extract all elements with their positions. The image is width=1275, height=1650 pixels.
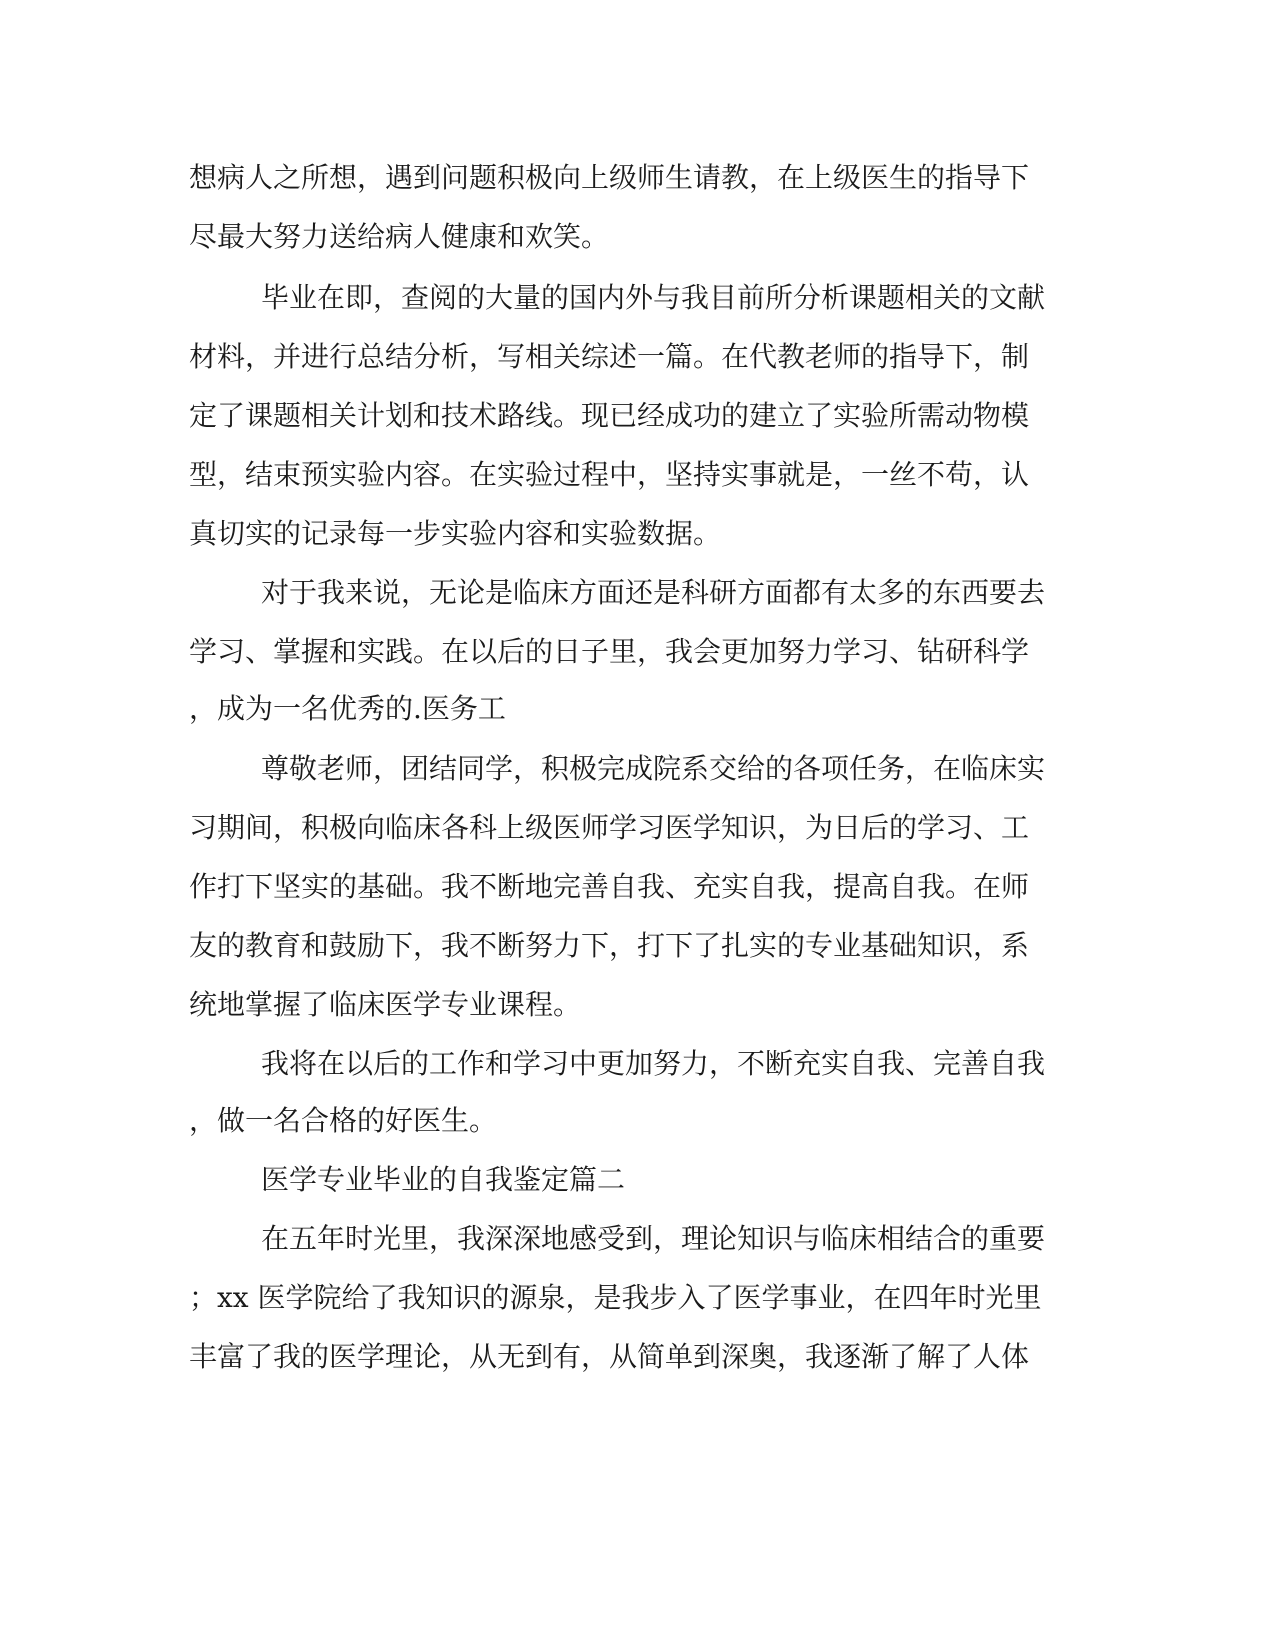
- paragraph-first-line: 对于我来说，无论是临床方面还是科研方面都有太多的东西要去: [261, 576, 1046, 609]
- text-line: 习期间，积极向临床各科上级医师学习医学知识，为日后的学习、工: [189, 811, 1030, 844]
- text-line: 作打下坚实的基础。我不断地完善自我、充实自我，提高自我。在师: [189, 870, 1030, 903]
- paragraph-first-line: 我将在以后的工作和学习中更加努力，不断充实自我、完善自我: [261, 1047, 1046, 1080]
- text-line: 丰富了我的医学理论，从无到有，从简单到深奥，我逐渐了解了人体: [189, 1340, 1030, 1373]
- text-line: 型，结束预实验内容。在实验过程中，坚持实事就是，一丝不苟，认: [189, 458, 1030, 491]
- paragraph-first-line: 尊敬老师，团结同学，积极完成院系交给的各项任务，在临床实: [261, 752, 1046, 785]
- text-line: ，做一名合格的好医生。: [189, 1104, 498, 1137]
- paragraph-first-line: 在五年时光里，我深深地感受到，理论知识与临床相结合的重要: [261, 1222, 1046, 1255]
- text-line: 学习、掌握和实践。在以后的日子里，我会更加努力学习、钻研科学: [189, 635, 1030, 668]
- text-line: 定了课题相关计划和技术路线。现已经成功的建立了实验所需动物模: [189, 399, 1030, 432]
- paragraph-first-line: 毕业在即，查阅的大量的国内外与我目前所分析课题相关的文献: [261, 281, 1046, 314]
- text-line: 想病人之所想，遇到问题积极向上级师生请教，在上级医生的指导下: [189, 161, 1030, 194]
- text-line: 尽最大努力送给病人健康和欢笑。: [189, 220, 610, 253]
- text-line: ；xx 医学院给了我知识的源泉，是我步入了医学事业，在四年时光里: [189, 1281, 1042, 1314]
- text-line: 统地掌握了临床医学专业课程。: [189, 988, 582, 1021]
- text-line: 友的教育和鼓励下，我不断努力下，打下了扎实的专业基础知识，系: [189, 929, 1030, 962]
- text-line: 材料，并进行总结分析，写相关综述一篇。在代教老师的指导下，制: [189, 340, 1030, 373]
- text-line: 真切实的记录每一步实验内容和实验数据。: [189, 517, 722, 550]
- section-heading: 医学专业毕业的自我鉴定篇二: [261, 1163, 626, 1196]
- text-line: ，成为一名优秀的.医务工: [189, 692, 506, 725]
